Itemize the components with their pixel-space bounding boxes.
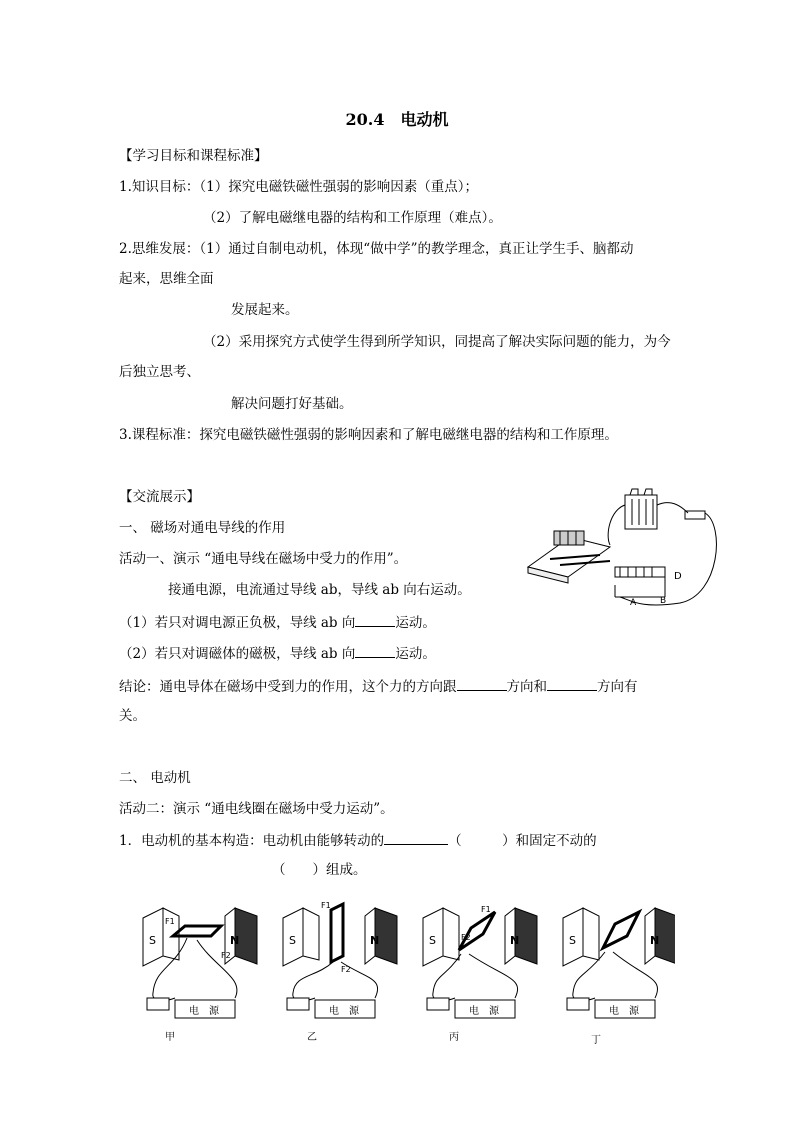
motor-figure-ding xyxy=(563,908,675,1046)
force-label-1: F1 xyxy=(165,917,175,926)
caption-jia: 甲 xyxy=(165,1032,175,1043)
question-2-text: （2）若只对调磁体的磁极，导线 ab 向 xyxy=(119,646,356,662)
label-b: B xyxy=(660,596,667,606)
power-label: 电 源 xyxy=(609,1006,639,1017)
answer-blank-q1[interactable] xyxy=(355,612,395,627)
goal-thinking-2-cont: 后独立思考、 xyxy=(119,364,200,380)
item1-cont xyxy=(272,860,367,880)
item1 xyxy=(119,830,597,851)
section-goals-heading: 【学习目标和课程标准】 xyxy=(119,148,268,164)
goal-knowledge-1: 1.知识目标：（1）探究电磁铁磁性强弱的影响因素（重点）； xyxy=(119,179,478,195)
label-a: A xyxy=(630,598,637,608)
caption-bing: 丙 xyxy=(449,1032,459,1043)
motor-figure-bing xyxy=(423,905,537,1043)
pole-s-label: S xyxy=(149,934,156,947)
answer-blank-q2[interactable] xyxy=(355,643,395,658)
part1-heading: 一、 磁场对通电导线的作用 xyxy=(119,520,286,536)
question-2-suffix: 运动。 xyxy=(395,646,436,662)
motor-figure-yi xyxy=(283,901,397,1043)
motor-figures xyxy=(135,898,675,1048)
force-label-2: F2 xyxy=(461,933,471,942)
power-label: 电 源 xyxy=(189,1006,219,1017)
answer-blank-direction-2[interactable] xyxy=(547,676,597,691)
power-label: 电 源 xyxy=(469,1006,499,1017)
conclusion xyxy=(119,676,638,697)
activity1-desc: 接通电源，电流通过导线 ab，导线 ab 向右运动。 xyxy=(168,582,471,598)
item1-cont-text: 组成。 xyxy=(326,862,367,878)
conclusion-end: 关。 xyxy=(119,708,146,724)
motor-figures-svg xyxy=(135,898,675,1048)
power-label: 电 源 xyxy=(329,1006,359,1017)
motor-figure-jia xyxy=(143,908,257,1043)
conclusion-mid: 方向和 xyxy=(506,679,547,695)
coil xyxy=(173,926,221,936)
answer-blank-rotor[interactable] xyxy=(384,830,448,845)
goal-thinking-1-cont: 起来，思维全面 xyxy=(119,271,214,287)
pole-s-label: S xyxy=(289,934,296,947)
section-exchange-heading: 【交流展示】 xyxy=(119,489,200,505)
battery-icon xyxy=(625,495,657,529)
part2-heading: 二、 电动机 xyxy=(119,770,191,786)
item1-cont-paren: （ ） xyxy=(272,862,326,878)
pole-n-label: N xyxy=(370,934,380,947)
item1-suffix: 和固定不动的 xyxy=(515,833,597,849)
pole-s-label: S xyxy=(569,934,576,947)
question-1-text: （1）若只对调电源正负极，导线 ab 向 xyxy=(119,615,356,631)
force-label-2: F2 xyxy=(341,965,351,974)
answer-blank-direction-1[interactable] xyxy=(457,676,507,691)
force-label-2: F2 xyxy=(221,951,231,960)
force-label-1: F1 xyxy=(481,905,491,914)
pole-s-label: S xyxy=(429,934,436,947)
item1-text: 1．电动机的基本构造：电动机由能够转动的 xyxy=(119,833,385,849)
activity2-text: 活动二：演示 “通电线圈在磁场中受力运动”。 xyxy=(119,801,394,817)
question-1 xyxy=(119,612,436,633)
page-title: 20.4 电动机 xyxy=(345,110,449,129)
coil xyxy=(331,904,343,962)
conclusion-suffix: 方向有 xyxy=(597,679,638,695)
item1-paren: （ ） xyxy=(448,833,516,849)
conclusion-text: 结论：通电导体在磁场中受到力的作用，这个力的方向跟 xyxy=(119,679,457,695)
goal-thinking-1-end: 发展起来。 xyxy=(231,302,299,318)
magnet-block xyxy=(615,567,665,577)
magnet-icon xyxy=(554,531,584,545)
goal-thinking-1: 2.思维发展：（1）通过自制电动机，体现“做中学”的教学理念，真正让学生手、脑都动 xyxy=(119,241,634,257)
coil xyxy=(603,912,639,948)
force-label-1: F1 xyxy=(321,901,331,910)
label-d: D xyxy=(674,571,682,582)
goal-curriculum: 3.课程标准：探究电磁铁磁性强弱的影响因素和了解电磁继电器的结构和工作原理。 xyxy=(119,427,618,443)
apparatus-figure xyxy=(520,485,730,615)
question-2 xyxy=(119,643,436,664)
switch-icon xyxy=(685,511,705,519)
goal-thinking-2-end: 解决问题打好基础。 xyxy=(231,396,353,412)
pole-n-label: N xyxy=(230,934,240,947)
activity1-text: 活动一、演示 “通电导线在磁场中受力的作用”。 xyxy=(119,551,408,567)
question-1-suffix: 运动。 xyxy=(395,615,436,631)
caption-ding: 丁 xyxy=(591,1035,601,1046)
pole-n-label: N xyxy=(510,934,520,947)
pole-n-label: N xyxy=(650,934,660,947)
coil xyxy=(459,912,495,950)
caption-yi: 乙 xyxy=(307,1032,317,1043)
goal-knowledge-2: （2）了解电磁继电器的结构和工作原理（难点）。 xyxy=(203,210,502,226)
goal-thinking-2: （2）采用探究方式使学生得到所学知识，同提高了解决实际问题的能力，为今 xyxy=(203,334,671,350)
